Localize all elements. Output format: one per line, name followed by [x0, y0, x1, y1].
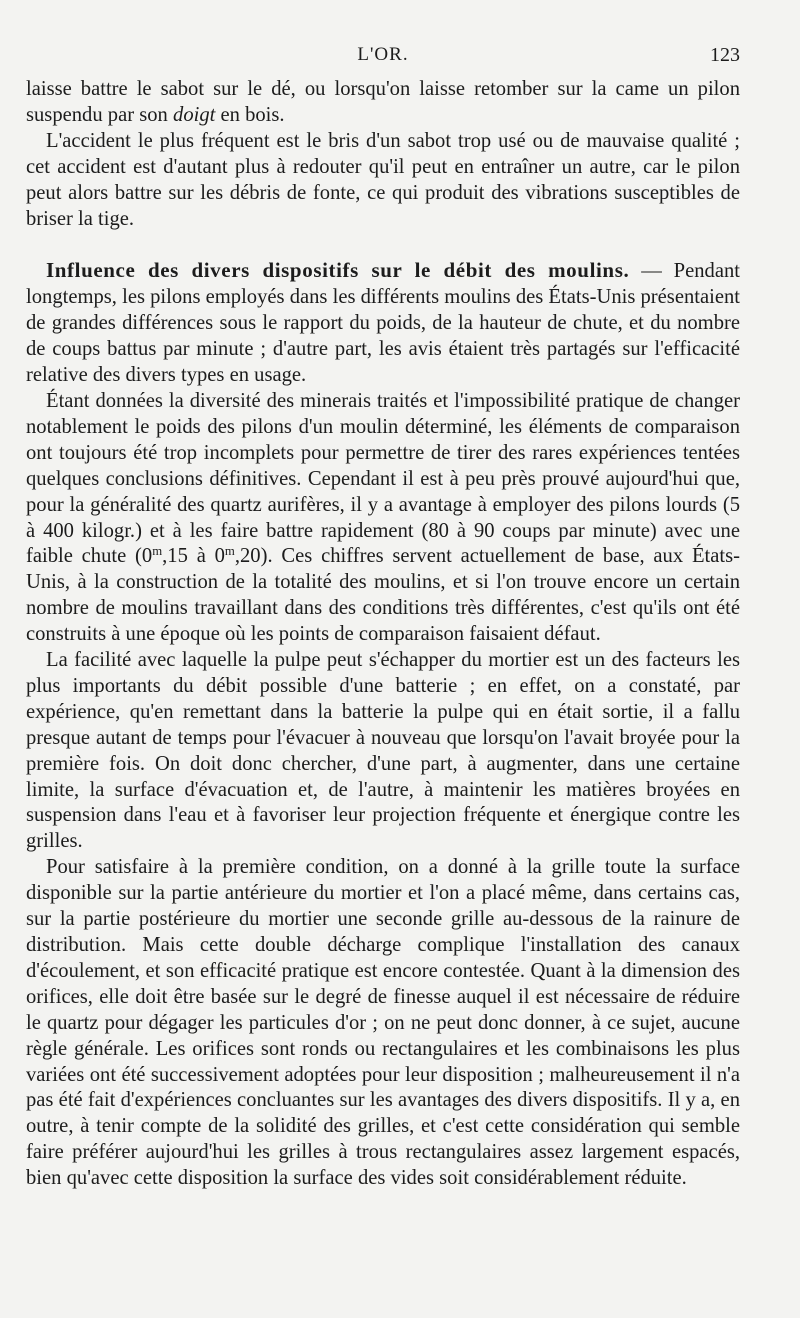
paragraph-influence: Influence des divers dispositifs sur le débit des moulins. — Pendant longtemps, les pilons employés dans les différents moulins des États-Unis présentaient de grandes différences sous le rapport du poids, de la hauteur de chute, et du nombre de coups battus par minute ; d'autre part, les avis étaient très partagés sur l'efficacité relative des divers types en usage. — [26, 258, 740, 387]
paragraph-minerais: Étant données la diversité des minerais traités et l'impossibilité pratique de changer notablement le poids des pilons d'un moulin déterminé, les éléments de comparaison ont toujours été trop incomplets pour permettre de tirer des rares expériences tentées quelques conclusions définitives. Cependant il est à peu près prouvé aujourd'hui que, pour la généralité des quartz aurifères, il y a avantage à employer des pilons lourds (5 à 400 kilogr.) et à les faire battre rapidement (80 à 90 coups par minute) avec une faible chute (0$^m$,15 à 0$^m$,20). Ces chiffres servent actuellement de base, aux États-Unis, à la construction de la totalité des moulins, et si l'on trouve encore un certain nombre de moulins travaillant dans des conditions très différentes, c'est qu'ils ont été construits à une époque où les points de comparaison faisaient défaut. — [26, 389, 740, 646]
paragraph-grille: Pour satisfaire à la première condition, on a donné à la grille toute la surface disponible sur la partie antérieure du mortier et l'on a placé même, dans certains cas, sur la partie postérieure du mortier une seconde grille au-dessous de la rainure de distribution. Mais cette double décharge complique l'installation des canaux d'écoulement, et son efficacité pratique est encore contestée. Quant à la dimension des orifices, elle doit être basée sur le degré de finesse auquel il est nécessaire de réduire le quartz pour dégager les particules d'or ; on ne peut donc donner, à ce sujet, aucune règle générale. Les orifices sont ronds ou rectangulaires et les combinaisons les plus variées ont été successivement adoptées pour leur disposition ; malheureusement il n'a pas été fait d'expériences concluantes sur les avantages des divers dispositifs. Il y a, en outre, à tenir compte de la solidité des grilles, et c'est cette considération qui semble faire préférer aujourd'hui les grilles à trous rectangulaires assez largement espacés, bien qu'avec cette disposition la surface des vides soit considérablement réduite. — [26, 856, 740, 1190]
paragraph-accident: L'accident le plus fréquent est le bris d'un sabot trop usé ou de mauvaise qualité ; cet accident est d'autant plus à redouter qu'il peut en entraîner un autre, car le pilon peut alors battre sur les débris de fonte, ce qui produit des vibrations susceptibles de briser la tige. — [26, 129, 740, 230]
paragraph-pulpe: La facilité avec laquelle la pulpe peut s'échapper du mortier est un des facteurs les plus importants du débit possible d'une batterie ; en effet, on a constaté, par expérience, qu'en remettant dans la batterie la pulpe qui en était sortie, il a fallu presque autant de temps pour l'évacuer à nouveau que lorsqu'on l'avait broyée pour la première fois. On doit donc chercher, d'une part, à augmenter, dans une certaine limite, la surface d'évacuation et, de l'autre, à maintenir les matières broyées en suspension dans l'eau et à favoriser leur projection fréquente et énergique contre les grilles. — [26, 649, 740, 853]
paragraph-continuation: laisse battre le sabot sur le dé, ou lorsqu'on laisse retomber sur la came un pilon suspendu par son doigt en bois. — [26, 78, 740, 126]
emphasis-doigt: doigt — [173, 103, 216, 126]
body-text — [26, 77, 740, 1192]
running-title: L'OR. — [357, 44, 409, 65]
page-number: 123 — [710, 44, 740, 66]
page-header — [26, 44, 740, 70]
section-title: Influence des divers dispositifs sur le débit des moulins. — [46, 258, 630, 283]
